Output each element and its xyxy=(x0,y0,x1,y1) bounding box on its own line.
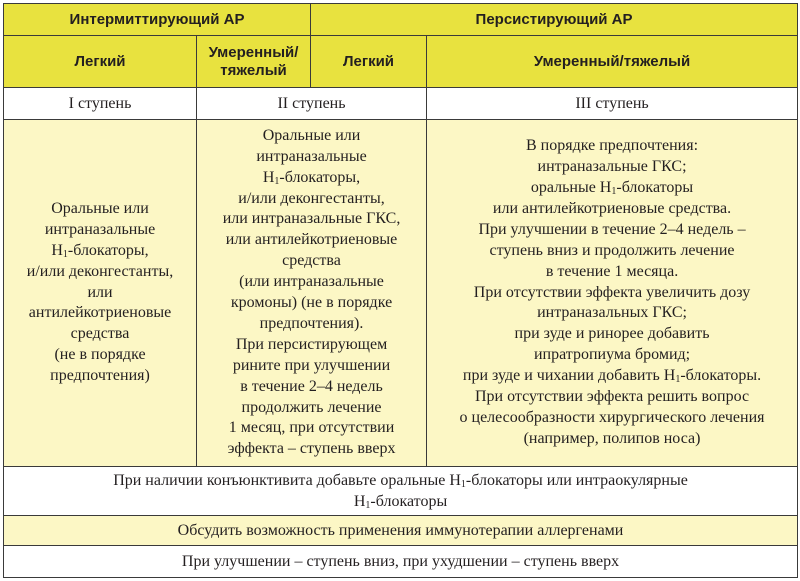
text-line: средства xyxy=(70,325,130,343)
text-line: средства xyxy=(282,252,341,270)
treatment-row xyxy=(4,120,798,467)
subheader-line: Умеренный/ xyxy=(208,43,299,61)
text-line: интраназальные xyxy=(256,147,367,165)
step-1-label: I ступень xyxy=(4,88,197,120)
text-line: или интраназальные ГКС, xyxy=(222,210,401,228)
text-line: предпочтения). xyxy=(259,314,364,332)
text-line: $H_1$-блокаторы, xyxy=(51,241,149,260)
conjunctivitis-note xyxy=(4,467,798,516)
text-line: В порядке предпочтения: xyxy=(526,137,699,155)
text-line: При отсутствии эффекта решить вопрос xyxy=(474,388,750,406)
step-2-label: II ступень xyxy=(197,88,427,120)
subheader-row xyxy=(4,35,798,88)
treatment-step-2 xyxy=(197,120,427,467)
text-line: При улучшении в течение 2–4 недель – xyxy=(478,220,746,238)
treatment-step-1 xyxy=(4,120,197,467)
text-line: или xyxy=(87,283,113,301)
stepping-row xyxy=(4,546,798,578)
text-line: в течение 1 месяца. xyxy=(545,262,679,280)
text-line: (или интраназальные xyxy=(239,273,384,291)
text-line: интраназальные xyxy=(44,220,156,238)
text-line: в течение 2–4 недель xyxy=(240,377,383,395)
text-line: (не в порядке xyxy=(54,346,146,364)
text-line: (например, полипов носа) xyxy=(523,429,701,447)
text-line: оральные $H_1$-блокаторы xyxy=(530,179,694,198)
text-line: предпочтения) xyxy=(50,367,150,385)
header-intermittent: Интермиттирующий АР xyxy=(4,4,311,36)
text-line: интраназальных ГКС; xyxy=(537,304,687,322)
text-line: При наличии конъюнктивита добавьте оральные $H_1$-блокаторы или интраокулярные xyxy=(113,471,688,490)
text-line: или антилейкотриеновые xyxy=(225,231,398,249)
text-line: эффекта – ступень вверх xyxy=(227,440,396,458)
text-line: 1 месяц, при отсутствии xyxy=(228,419,395,437)
subheader-mild-intermittent: Легкий xyxy=(4,35,197,88)
header-row xyxy=(4,4,798,36)
text-line: о целесообразности хирургического лечения xyxy=(459,409,765,427)
text-line: при зуде и ринорее добавить xyxy=(514,325,710,343)
text-line: кромоны) (не в порядке xyxy=(230,294,393,312)
text-line: рините при улучшении xyxy=(232,356,391,374)
text-line: или антилейкотриеновые средства. xyxy=(492,199,732,217)
conjunctivitis-row xyxy=(4,467,798,516)
treatment-step-3 xyxy=(427,120,798,467)
text-line: и/или деконгестанты, xyxy=(26,262,174,280)
text-line: при зуде и чихании добавить $H_1$-блокаторы. xyxy=(462,367,762,386)
text-line: ипратропиума бромид; xyxy=(533,346,691,364)
text-line: интраназальные ГКС; xyxy=(537,158,687,176)
text-line: Оральные или xyxy=(262,126,361,144)
text-line: и/или деконгестанты, xyxy=(238,189,385,207)
text-line: ступень вниз и продолжить лечение xyxy=(489,241,735,259)
header-persistent: Персистирующий АР xyxy=(311,4,798,36)
subheader-line: тяжелый xyxy=(220,61,287,79)
text-line: антилейкотриеновые xyxy=(28,304,172,322)
text-line: $H_1$-блокаторы, xyxy=(262,168,361,187)
immunotherapy-row xyxy=(4,515,798,546)
text-line: Оральные или xyxy=(51,199,149,217)
subheader-mild-persistent: Легкий xyxy=(311,35,427,88)
text-line: продолжить лечение xyxy=(241,398,382,416)
immunotherapy-note: Обсудить возможность применения иммунотерапии аллергенами xyxy=(4,515,798,546)
text-line: $H_1$-блокаторы xyxy=(353,492,448,511)
text-line: При отсутствии эффекта увеличить дозу xyxy=(473,283,751,301)
step-3-label: III ступень xyxy=(427,88,798,120)
stepping-note: При улучшении – ступень вниз, при ухудшении – ступень вверх xyxy=(4,546,798,578)
subheader-moderate-severe-persistent: Умеренный/тяжелый xyxy=(427,35,798,88)
steps-row xyxy=(4,88,798,120)
ar-treatment-table xyxy=(3,3,798,578)
subheader-moderate-severe-intermittent xyxy=(197,35,311,88)
text-line: При персистирующем xyxy=(235,335,388,353)
